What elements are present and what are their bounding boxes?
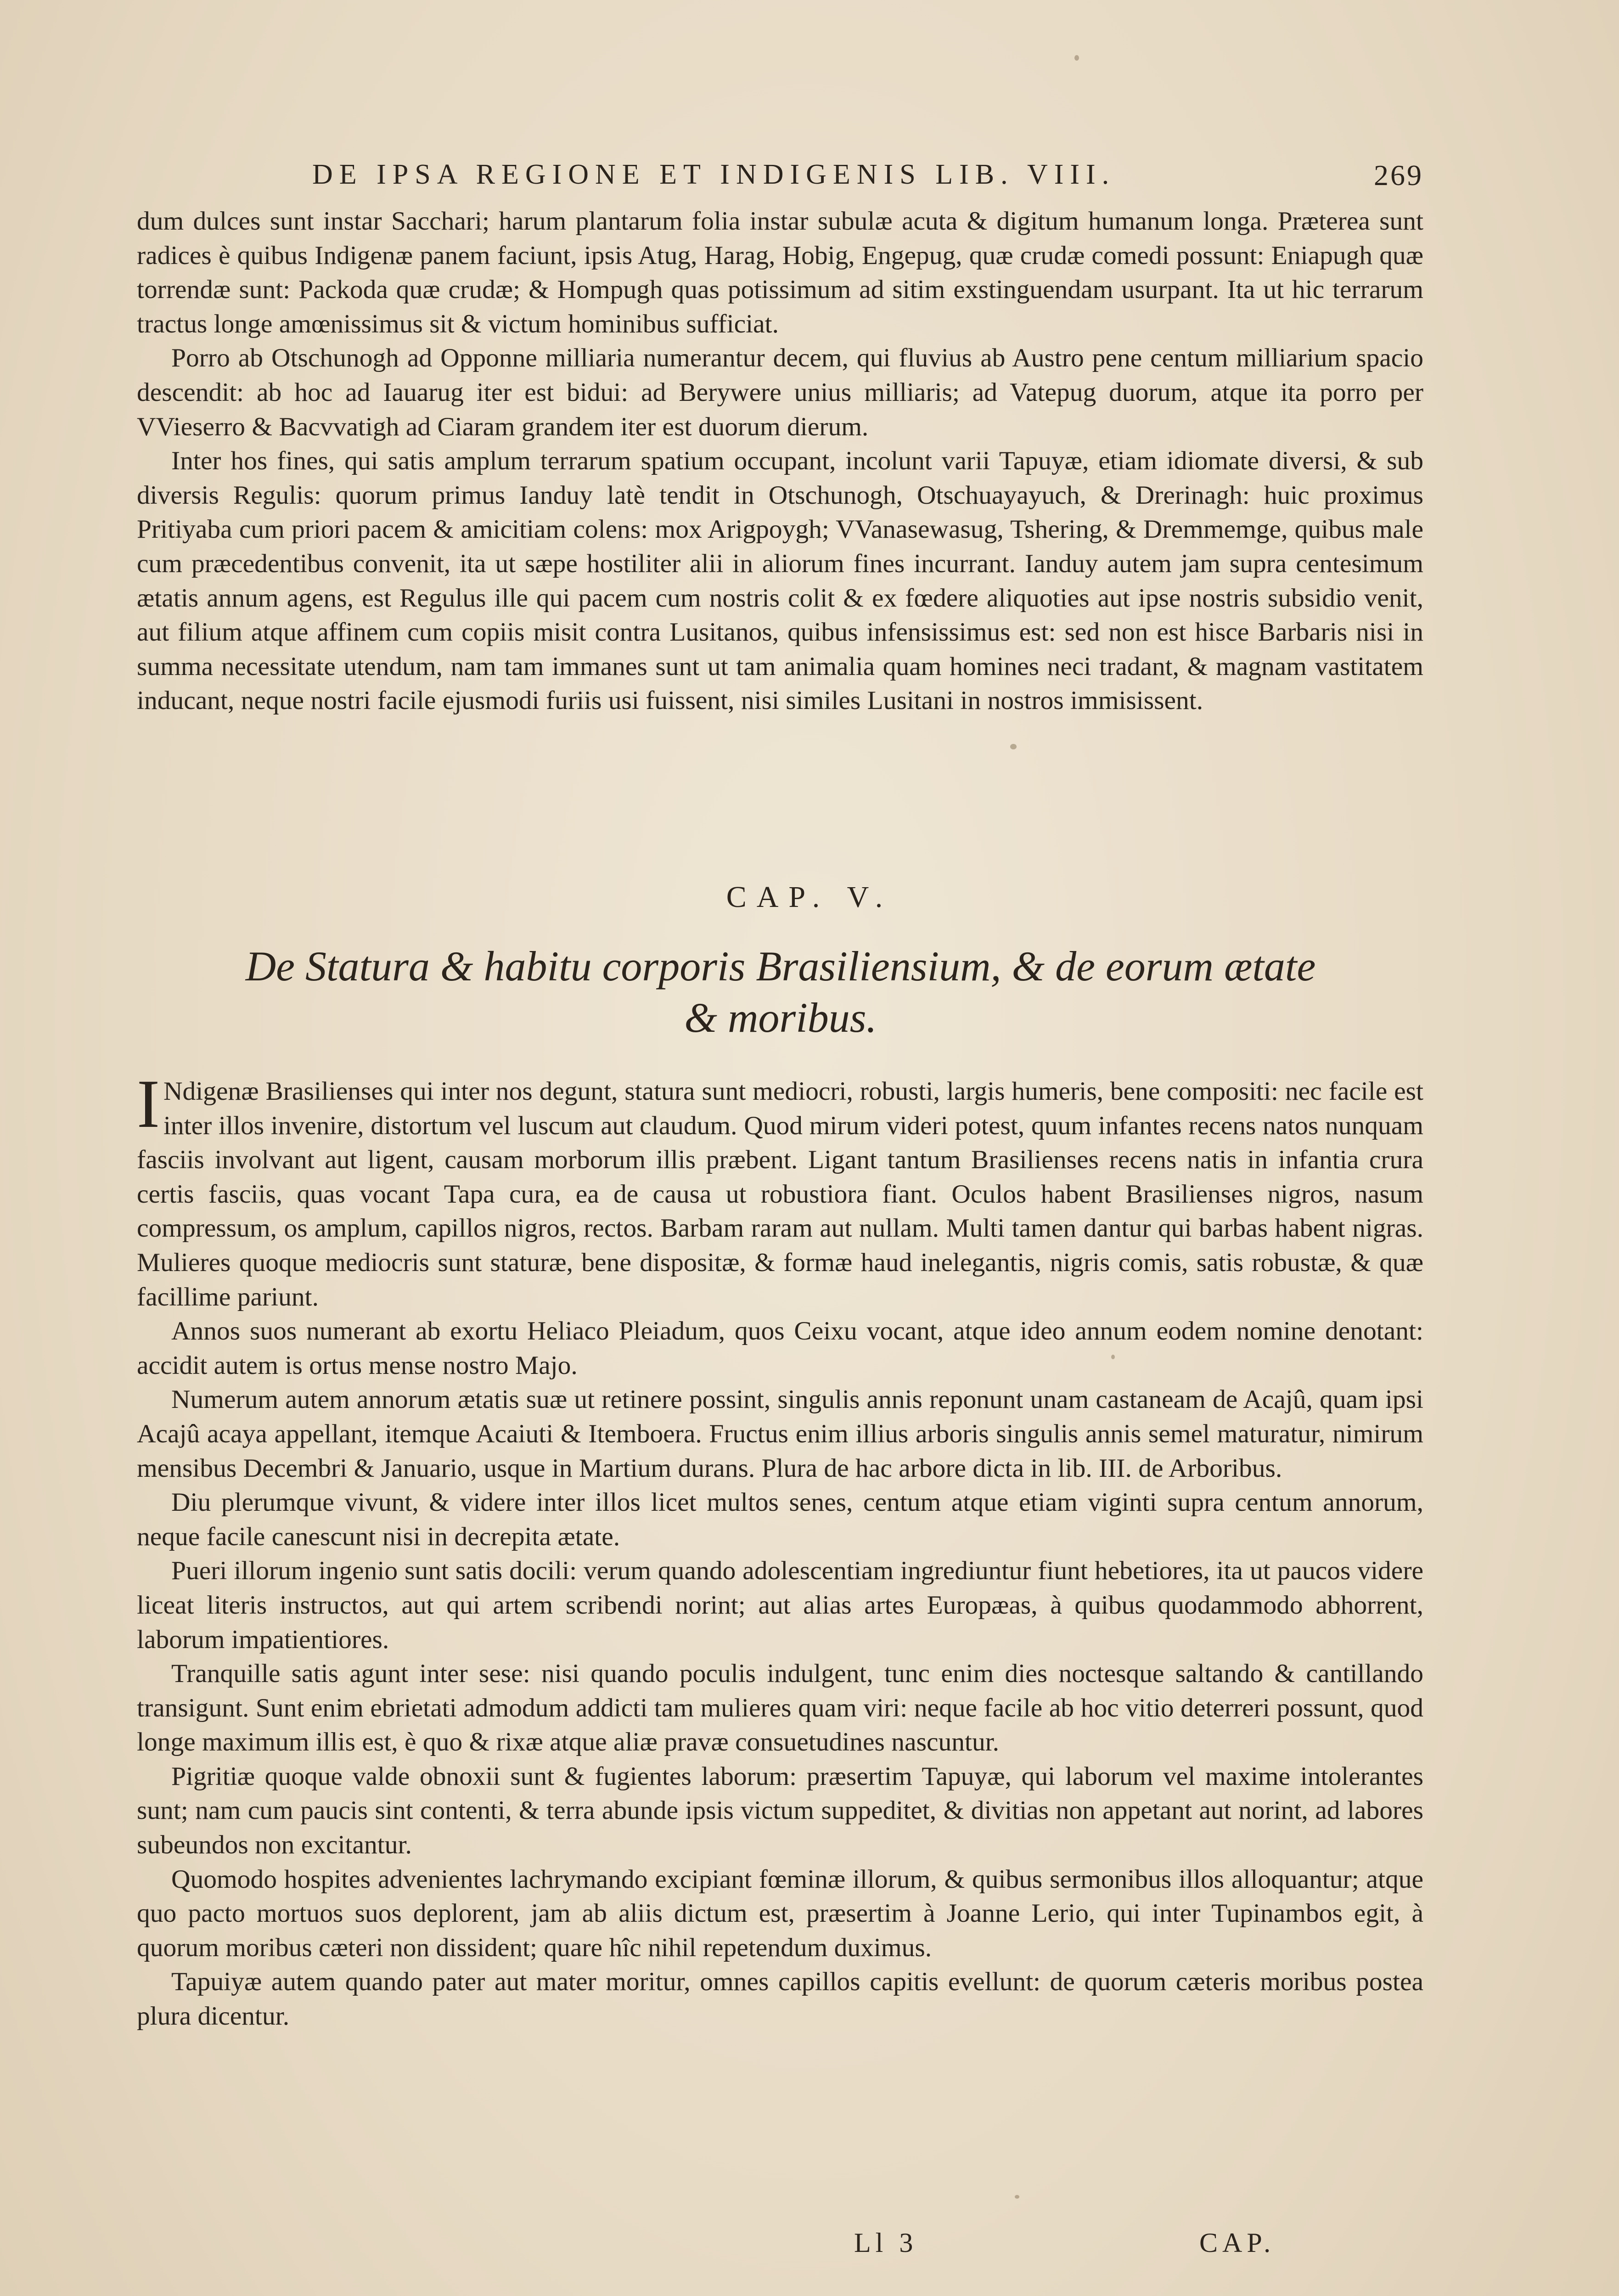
first-paragraph [137,1066,1423,1314]
text-block-top [137,204,1423,718]
paragraph: Inter hos fines, qui satis amplum terrarum spatium occupant, incolunt varii Tapuyæ, etiam idiomate diversi, & sub diversis Regulis: quorum primus Ianduy latè tendit in Otschunogh, Otschuayayuch, & Drerinagh: huic proximus Pritiyaba cum priori pacem & amicitiam colens: mox Arigpoygh; VVanasewasug, Tshering, & Dremmemge, quibus male cum præcedentibus convenit, ita ut sæpe hostiliter alii in aliorum fines incurrant. Ianduy autem jam supra centesimum ætatis annum agens, est Regulus ille qui pacem cum nostris colit & ex fœdere aliquoties aut ipse nostris subsidio venit, aut filium atque affinem cum copiis misit contra Lusitanos, quibus infensissimus est: sed non est hisce Barbaris nisi in summa necessitate utendum, nam tam immanes sunt ut tam animalia quam homines neci tradant, & magnam vastitatem inducant, neque nostri facile ejusmodi furiis usi fuissent, nisi similes Lusitani in nostros immisissent. [137,446,1423,715]
catchword: CAP. [1199,2228,1276,2258]
page-number: 269 [1374,159,1423,191]
running-title: DE IPSA REGIONE ET INDIGENIS LIB. VIII. [312,159,1116,190]
paragraph: Pigritiæ quoque valde obnoxii sunt & fugientes laborum: præsertim Tapuyæ, qui laborum vel maxime intolerantes sunt; nam cum paucis sint contenti, & terra abunde ipsis victum suppeditet, & divitias non appetant aut norint, ad labores subeundos non excitantur. [137,1761,1423,1860]
foxing-spot [1111,1355,1115,1359]
paragraph: Tapuiyæ autem quando pater aut mater moritur, omnes capillos capitis evellunt: de quorum cæteris moribus postea plura dicentur. [137,1967,1423,2031]
signature-mark: Ll 3 [854,2228,918,2258]
paragraph: Tranquille satis agunt inter sese: nisi quando poculis indulgent, tunc enim dies noctesque saltando & cantillando transigunt. Sunt enim ebrietati admodum addicti tam mulieres quam viri: neque facile ab hoc vitio deterreri possunt, quod longe maximum illis est, è quo & rixæ atque aliæ pravæ consuetudines nascuntur. [137,1659,1423,1757]
chapter-title [138,940,1423,1043]
foxing-spot [1010,744,1017,749]
paragraph: Pueri illorum ingenio sunt satis docili: verum quando adolescentiam ingrediuntur fiunt hebetiores, ita ut paucos videre liceat literis instructos, aut qui artem scribendi norint; aut alias artes Europæas, à quibus quodammodo abhorrent, laborum impatientiores. [137,1556,1423,1654]
chapter-title-line: & moribus. [684,994,877,1041]
paragraph: dum dulces sunt instar Sacchari; harum plantarum folia instar subulæ acuta & digitum humanum longa. Præterea sunt radices è quibus Indigenæ panem faciunt, ipsis Atug, Harag, Hobig, Engepug, quæ crudæ comedi possunt: Eniapugh quæ torrendæ sunt: Packoda quæ crudæ; & Hompugh quas potissimum ad sitim exstinguendam usurpant. Ita ut hic terrarum tractus longe amœnissimus sit & victum hominibus sufficiat. [137,207,1423,338]
paragraph: Diu plerumque vivunt, & videre inter illos licet multos senes, centum atque etiam viginti supra centum annorum, neque facile canescunt nisi in decrepita ætate. [137,1488,1423,1551]
paragraph: Porro ab Otschunogh ad Opponne milliaria numerantur decem, qui fluvius ab Austro pene centum milliarium spacio descendit: ab hoc ad Iauarug iter est bidui: ad Berywere unius milliaris; ad Vatepug duorum, atque ita porro per VVieserro & Bacvvatigh ad Ciaram grandem iter est duorum dierum. [137,343,1423,441]
paragraph: Numerum autem annorum ætatis suæ ut retinere possint, singulis annis reponunt unam castaneam de Acajû, quam ipsi Acajû acaya appellant, itemque Acaiuti & Itemboera. Fructus enim illius arboris singulis annis semel maturatur, nimirum mensibus Decembri & Januario, usque in Martium durans. Plura de hac arbore dicta in lib. III. de Arboribus. [137,1385,1423,1483]
paragraph: Quomodo hospites advenientes lachrymando excipiant fœminæ illorum, & quibus sermonibus illos alloquantur; atque quo pacto mortuos suos deplorent, jam ab aliis dictum est, præsertim à Joanne Lerio, qui inter Tupinambos egit, à quorum moribus cæteri non dissident; quare hîc nihil repetendum duximus. [137,1864,1423,1962]
paragraph: Annos suos numerant ab exortu Heliaco Pleiadum, quos Ceixu vocant, atque ideo annum eodem nomine denotant: accidit autem is ortus mense nostro Majo. [137,1317,1423,1380]
chapter-number: CAP. V. [726,880,893,914]
foxing-spot [1074,55,1079,61]
drop-cap: I [137,1066,160,1142]
foxing-spot [1015,2195,1019,2199]
first-paragraph-text: Ndigenæ Brasilienses qui inter nos degunt, statura sunt mediocri, robusti, largis humeris, bene compositi: nec facile est inter illos invenire, distortum vel luscum aut claudum. Quod mirum videri potest, quum infantes recens natos nunquam fasciis involvant aut ligent, causam morborum illis præbent. Ligant tantum Brasilienses recens natis in infantia crura certis fasciis, quas vocant Tapa cura, ea de causa ut robustiora fiant. Oculos habent Brasilienses nigros, nasum compressum, os amplum, capillos nigros, rectos. Barbam raram aut nullam. Multi tamen dantur qui barbas habent nigras. Mulieres quoque mediocris sunt staturæ, bene dispositæ, & formæ haud inelegantis, nigris comis, satis robustæ, & quæ facillime pariunt. [137,1077,1423,1311]
chapter-body [137,1066,1423,2034]
chapter-title-line: De Statura & habitu corporis Brasiliensium, & de eorum ætate [245,943,1316,990]
